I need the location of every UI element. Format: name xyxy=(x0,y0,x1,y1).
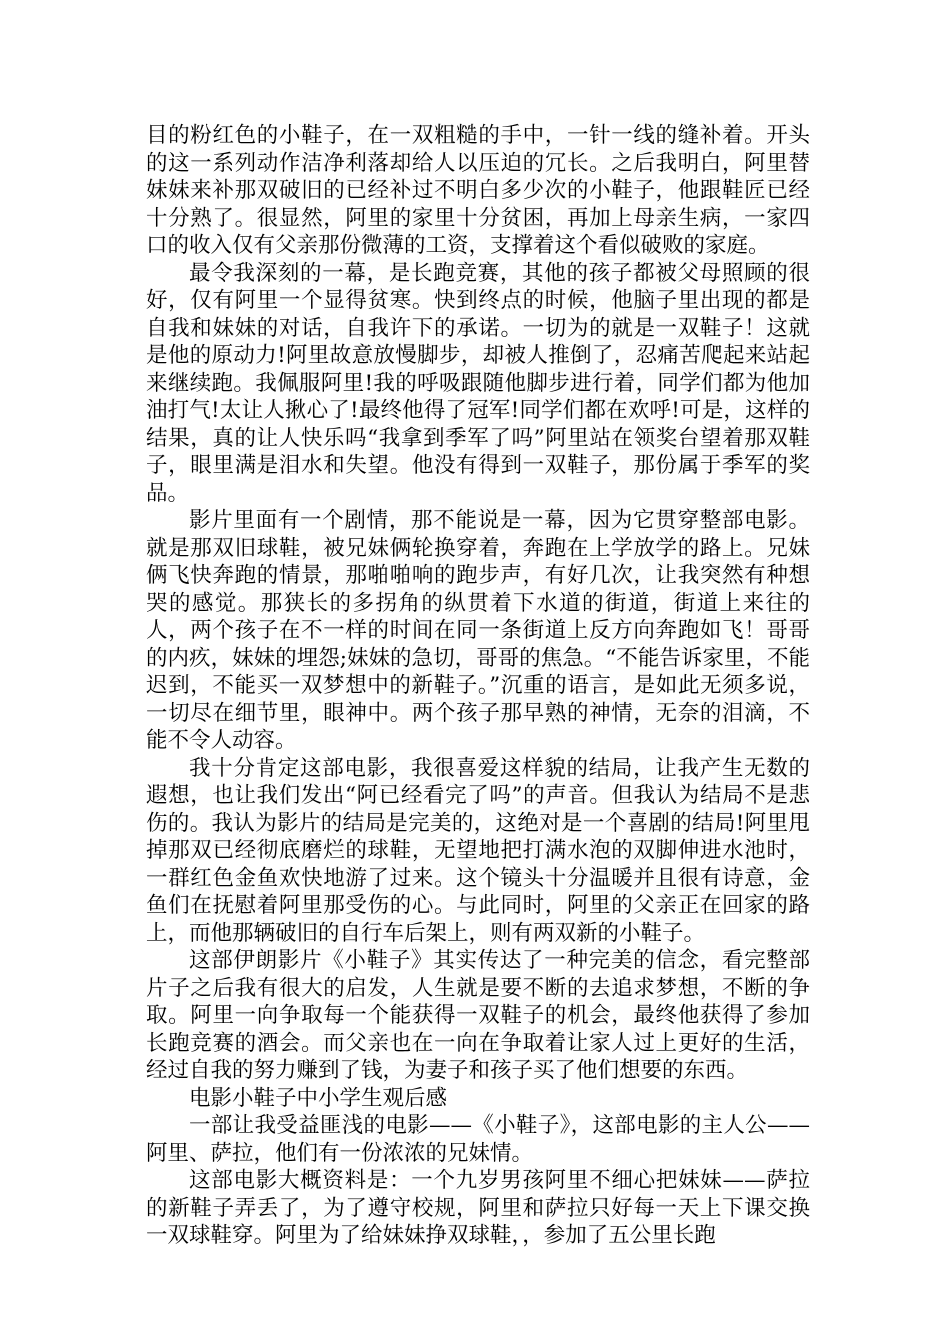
paragraph-intro: 一部让我受益匪浅的电影——《小鞋子》，这部电影的主人公——阿里、萨拉，他们有一份浓浓的兄妹情。 xyxy=(146,1113,810,1166)
paragraph-shoes: 影片里面有一个剧情，那不能说是一幕，因为它贯穿整部电影。就是那双旧球鞋，被兄妹俩轮换穿着，奔跑在上学放学的路上。兄妹俩飞快奔跑的情景，那啪啪响的跑步声，有好几次，让我突然有种想哭的感觉。那狭长的多拐角的纵贯着下水道的街道，街道上来往的人，两个孩子在不一样的时间在同一条街道上反方向奔跑如飞！哥哥的内疚，妹妹的埋怨;妹妹的急切，哥哥的焦急。“不能告诉家里，不能迟到，不能买一双梦想中的新鞋子。”沉重的语言，是如此无须多说，一切尽在细节里，眼神中。两个孩子那早熟的神情，无奈的泪滴，不能不令人动容。 xyxy=(146,508,810,753)
paragraph-summary: 这部电影大概资料是：一个九岁男孩阿里不细心把妹妹——萨拉的新鞋子弄丢了，为了遵守校规，阿里和萨拉只好每一天上下课交换一双球鞋穿。阿里为了给妹妹挣双球鞋，，参加了五公里长跑 xyxy=(146,1168,810,1248)
section-heading: 电影小鞋子中小学生观后感 xyxy=(189,1085,448,1111)
paragraph-race: 最令我深刻的一幕，是长跑竞赛，其他的孩子都被父母照顾的很好，仅有阿里一个显得贫寒。快到终点的时候，他脑子里出现的都是自我和妹妹的对话，自我许下的承诺。一切为的就是一双鞋子！这就是他的原动力!阿里故意放慢脚步，却被人推倒了，忍痛苦爬起来站起来继续跑。我佩服阿里!我的呼吸跟随他脚步进行着，同学们都为他加油打气!太让人揪心了!最终他得了冠军!同学们都在欢呼!可是，这样的结果，真的让人快乐吗“我拿到季军了吗”阿里站在领奖台望着那双鞋子，眼里满是泪水和失望。他没有得到一双鞋子，那份属于季军的奖品。 xyxy=(146,260,810,506)
paragraph-belief: 这部伊朗影片《小鞋子》其实传达了一种完美的信念，看完整部片子之后我有很大的启发，人生就是要不断的去追求梦想，不断的争取。阿里一向争取每一个能获得一双鞋子的机会，最终他获得了参加长跑竞赛的酒会。而父亲也在一向在争取着让家人过上更好的生活，经过自我的努力赚到了钱，为妻子和孩子买了他们想要的东西。 xyxy=(146,948,810,1083)
document-body xyxy=(146,122,810,1250)
paragraph-continuation: 目的粉红色的小鞋子，在一双粗糙的手中，一针一线的缝补着。开头的这一系列动作洁净利落却给人以压迫的冗长。之后我明白，阿里替妹妹来补那双破旧的已经补过不明白多少次的小鞋子，他跟鞋匠已经十分熟了。很显然，阿里的家里十分贫困，再加上母亲生病，一家四口的收入仅有父亲那份微薄的工资，支撑着这个看似破败的家庭。 xyxy=(146,123,810,258)
paragraph-ending: 我十分肯定这部电影，我很喜爱这样貌的结局，让我产生无数的遐想，也让我们发出“阿已经看完了吗”的声音。但我认为结局不是悲伤的。我认为影片的结局是完美的，这绝对是一个喜剧的结局!阿里甩掉那双已经彻底磨烂的球鞋，无望地把打满水泡的双脚伸进水池时，一群红色金鱼欢快地游了过来。这个镜头十分温暖并且很有诗意，金鱼们在抚慰着阿里那受伤的心。与此同时，阿里的父亲正在回家的路上，而他那辆破旧的自行车后架上，则有两双新的小鞋子。 xyxy=(146,755,810,946)
